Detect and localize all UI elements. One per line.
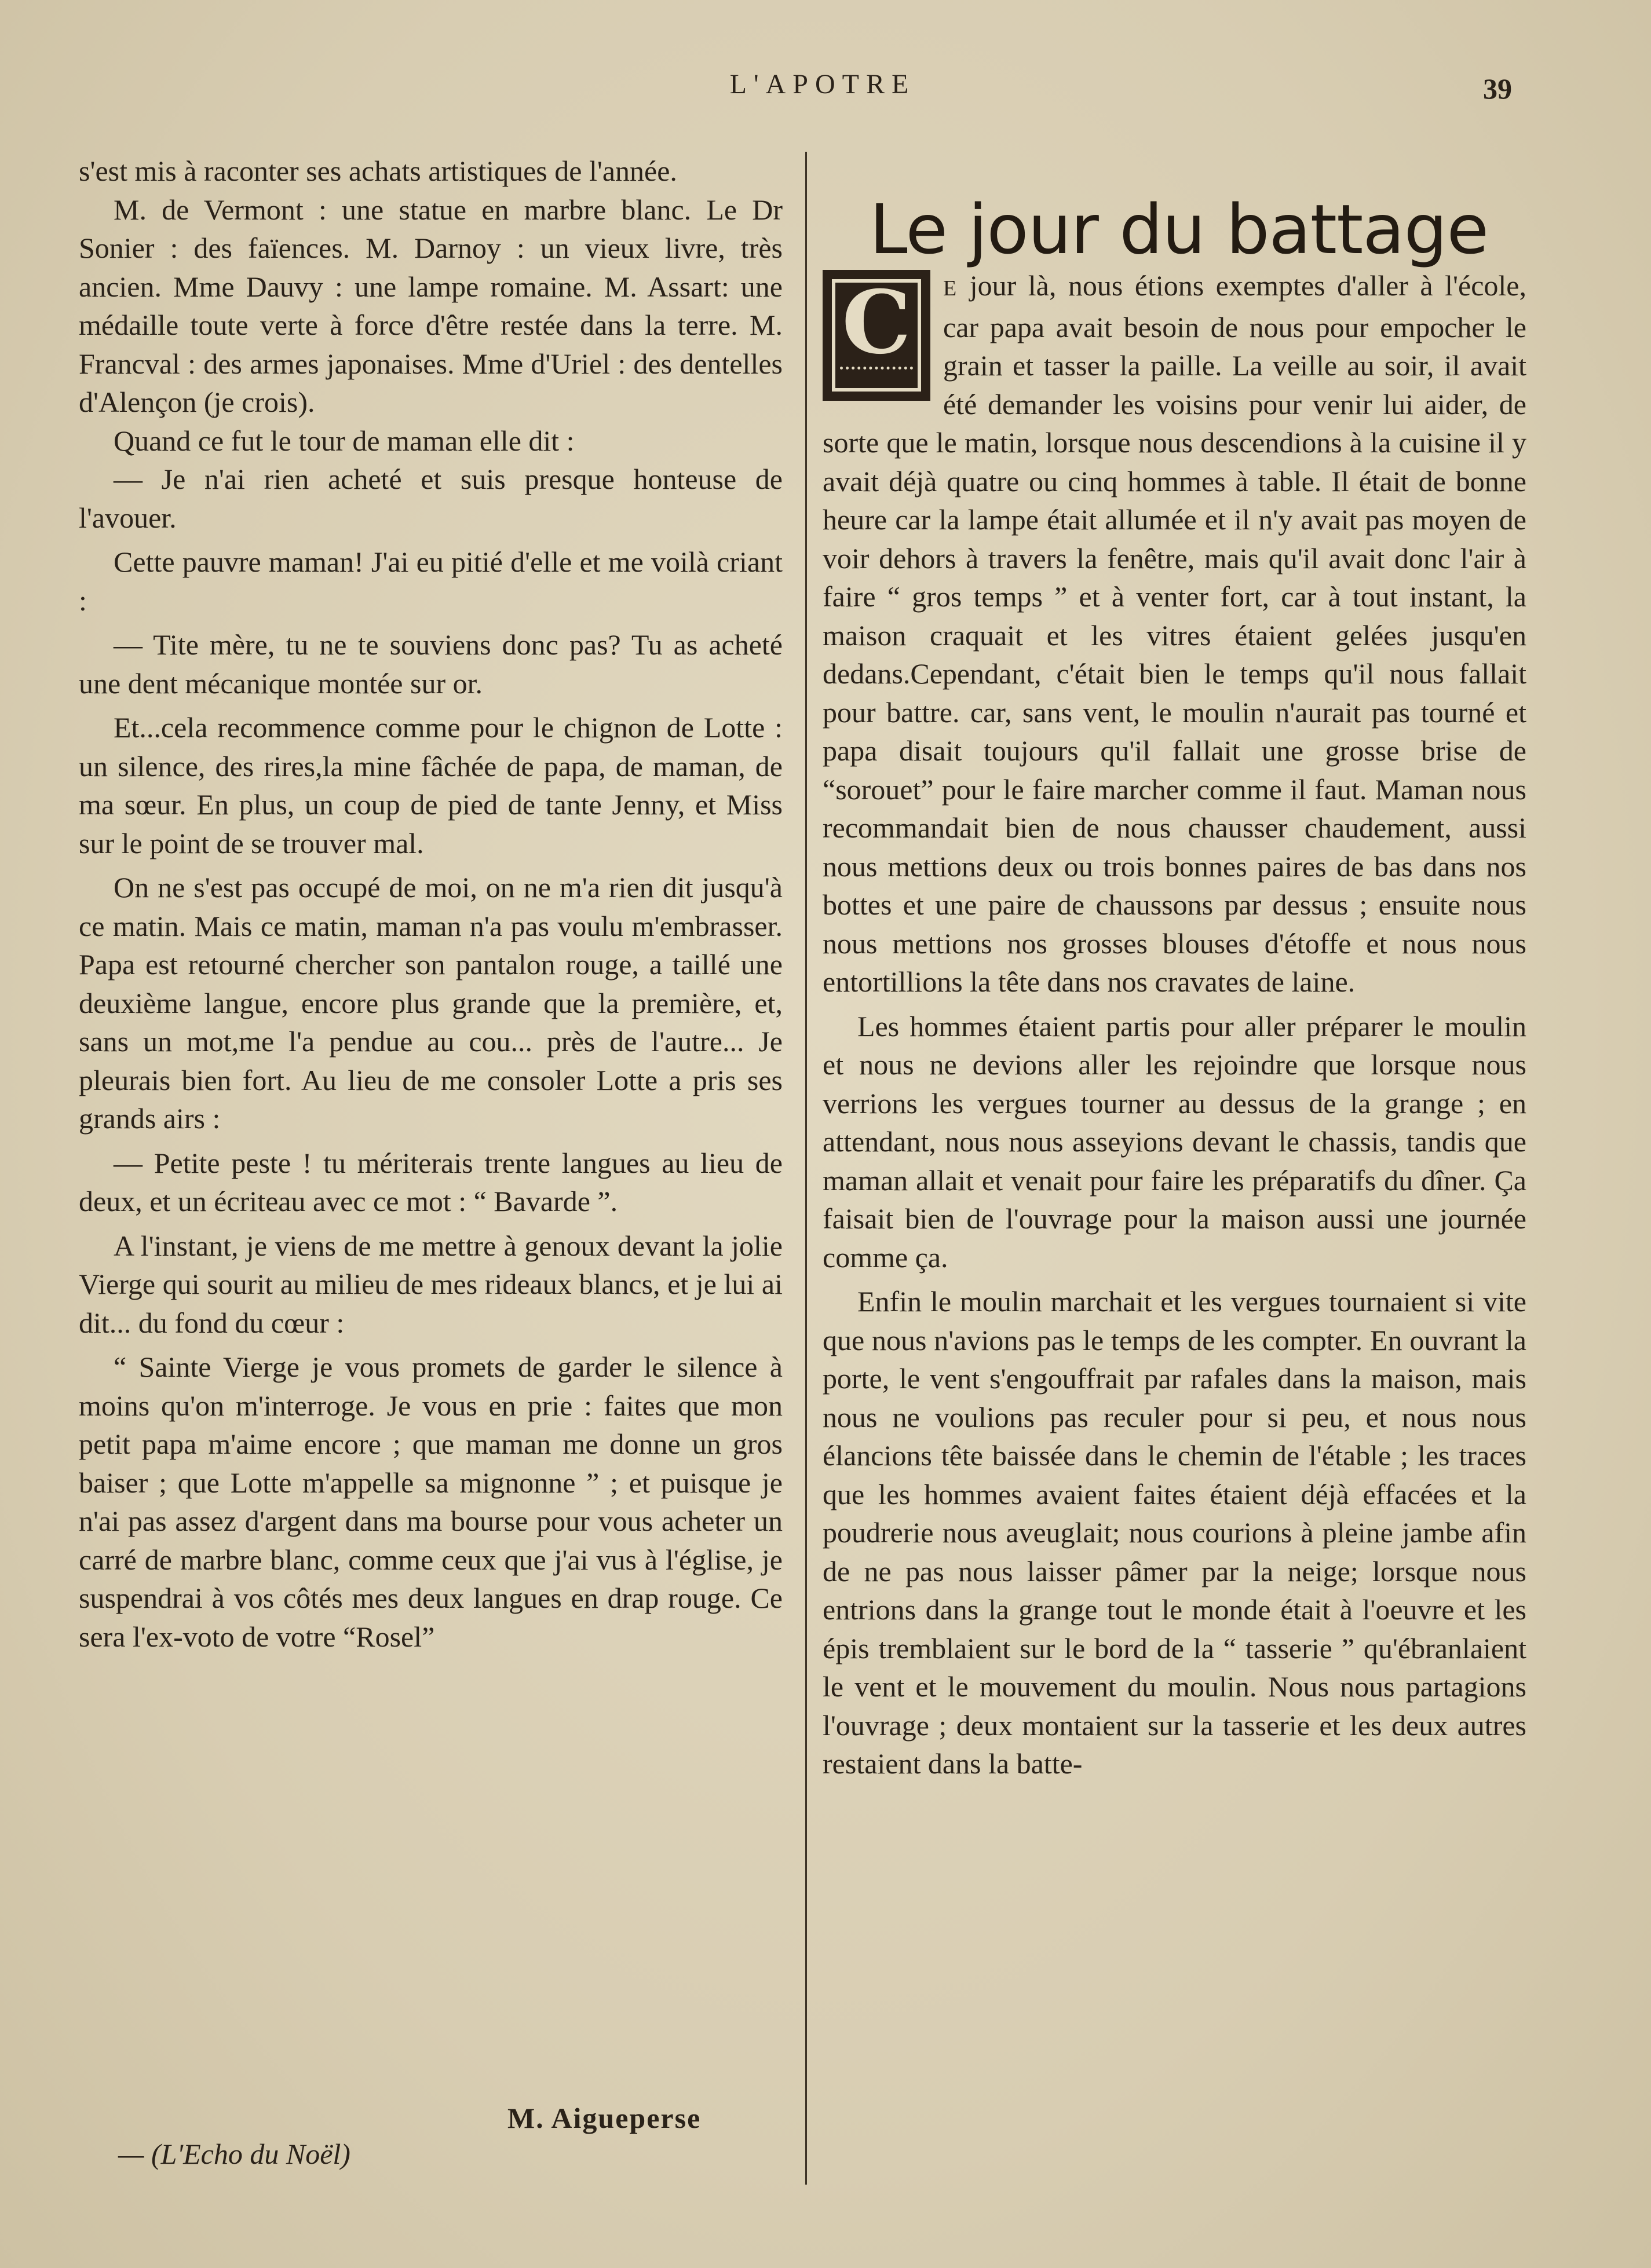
article-title: Le jour du battage	[869, 189, 1489, 270]
dropcap-letter: C	[842, 272, 911, 374]
right-column	[823, 266, 1526, 1783]
paragraph: M. de Vermont : une statue en marbre blanc. Le Dr Sonier : des faïences. M. Darnoy : un vieux livre, très ancien. Mme Dauvy : une lampe romaine. M. Assart: une médaille toute verte à force d'être restée dans la terre. M. Francval : des armes japonaises. Mme d'Uriel : des dentelles d'Alençon (je crois).	[79, 193, 783, 418]
paragraph: On ne s'est pas occupé de moi, on ne m'a rien dit jusqu'à ce matin. Mais ce matin, maman n'a pas voulu m'embrasser. Papa est retourné chercher son pantalon rouge, a taillé une deuxième langue, encore plus grande que la première, et, sans un mot,me l'a pendue au cou... près de l'autre... Je pleurais bien fort. Au lieu de me consoler Lotte a pris ses grands airs :	[79, 871, 783, 1135]
paragraph: Cette pauvre maman! J'ai eu pitié d'elle et me voilà criant :	[79, 546, 783, 617]
running-head: L'APOTRE	[729, 69, 916, 100]
dropcap-continuation: E	[943, 276, 958, 301]
paragraph-text: jour là, nous étions exemptes d'aller à l'école, car papa avait besoin de nous pour empocher le grain et tasser la paille. La veille au soir, il avait été demander les voisins pour venir lui aider, de sorte que le matin, lorsque nous descendions à la cuisine il y avait déjà quatre ou cinq hommes à table. Il était de bonne heure car la lampe était allumée et il n'y avait pas moyen de voir dehors à travers la fenêtre, mais qu'il avait donc l'air à faire “ gros temps ” et à venter fort, car à tout instant, la maison craquait et les vitres étaient gelées jusqu'en dedans.Cependant, c'était bien le temps qu'il nous fallait pour battre. car, sans vent, le moulin n'aurait pas tourné et papa disait toujours qu'il fallait une grosse brise de “sorouet” pour le faire marcher comme il faut. Maman nous recommandait bien de nous chausser chaudement, aussi nous mettions deux ou trois bonnes paires de bas dans nos bottes et une paire de chaussons par dessus ; ensuite nous nous mettions nos grosses blouses d'étoffe et nous nous entortillions la tête dans nos cravates de laine.	[823, 269, 1526, 998]
paragraph: A l'instant, je viens de me mettre à genoux devant la jolie Vierge qui sourit au milieu de mes rideaux blancs, et je lui ai dit... du fond du cœur :	[79, 1229, 783, 1339]
paragraph: Les hommes étaient partis pour aller préparer le moulin et nous ne devions aller les rejoindre que lorsque nous verrions les vergues tourner au dessus de la grange ; en attendant, nous nous asseyions devant le chassis, tandis que maman allait et venait pour faire les préparatifs du dîner. Ça faisait bien de l'ouvrage pour la maison aussi une journée comme ça.	[823, 1009, 1526, 1274]
paragraph-with-dropcap	[823, 266, 1526, 1001]
page-number: 39	[1483, 72, 1512, 105]
column-divider	[805, 152, 807, 2185]
paragraph: “ Sainte Vierge je vous promets de garder le silence à moins qu'on m'interroge. Je vous en prie : faites que mon petit papa m'aime encore ; que maman me donne un gros baiser ; que Lotte m'appelle sa mignonne ” ; et puisque je n'ai pas assez d'argent dans ma bourse pour vous acheter un carré de marbre blanc, comme ceux que j'ai vus à l'église, je suspendrai à vos côtés mes deux langues en drap rouge. Ce sera l'ex-voto de votre “Rosel”	[79, 1351, 783, 1653]
paragraph: Quand ce fut le tour de maman elle dit :	[114, 424, 575, 457]
paragraph: Et...cela recommence comme pour le chignon de Lotte : un silence, des rires,la mine fâchée de papa, de maman, de ma sœur. En plus, un coup de pied de tante Jenny, et Miss sur le point de se trouver mal.	[79, 711, 783, 859]
article-source: — (L'Echo du Noël)	[118, 2138, 350, 2170]
article-author: M. Aigueperse	[507, 2102, 702, 2134]
paragraph: — Tite mère, tu ne te souviens donc pas? Tu as acheté une dent mécanique montée sur or.	[79, 628, 783, 700]
paragraph: — Petite peste ! tu mériterais trente langues au lieu de deux, et un écriteau avec ce mot : “ Bavarde ”.	[79, 1146, 783, 1217]
ornamental-dropcap-icon	[823, 270, 930, 401]
left-column	[79, 152, 783, 1656]
paragraph: Enfin le moulin marchait et les vergues tournaient si vite que nous n'avions pas le temps de les compter. En ouvrant la porte, le vent s'engouffrait par rafales dans la maison, mais nous ne voulions pas reculer pour si peu, et nous nous élancions tête baissée dans le chemin de l'étable ; les traces que les hommes avaient faites étaient déjà effacées et la poudrerie nous aveuglait; nous courions à pleine jambe afin de ne pas nous laisser pâmer par la neige; lorsque nous entrions dans la grange tout le monde était à l'oeuvre et les épis tremblaient sur le bord de la “ tasserie ” qu'ébranlaient le vent et le mouvement du moulin. Nous nous partagions l'ouvrage ; deux montaient sur la tasserie et les deux autres restaient dans la batte-	[823, 1285, 1526, 1780]
paragraph: — Je n'ai rien acheté et suis presque honteuse de l'avouer.	[79, 463, 783, 534]
paragraph: s'est mis à raconter ses achats artistiques de l'année.	[79, 155, 677, 187]
